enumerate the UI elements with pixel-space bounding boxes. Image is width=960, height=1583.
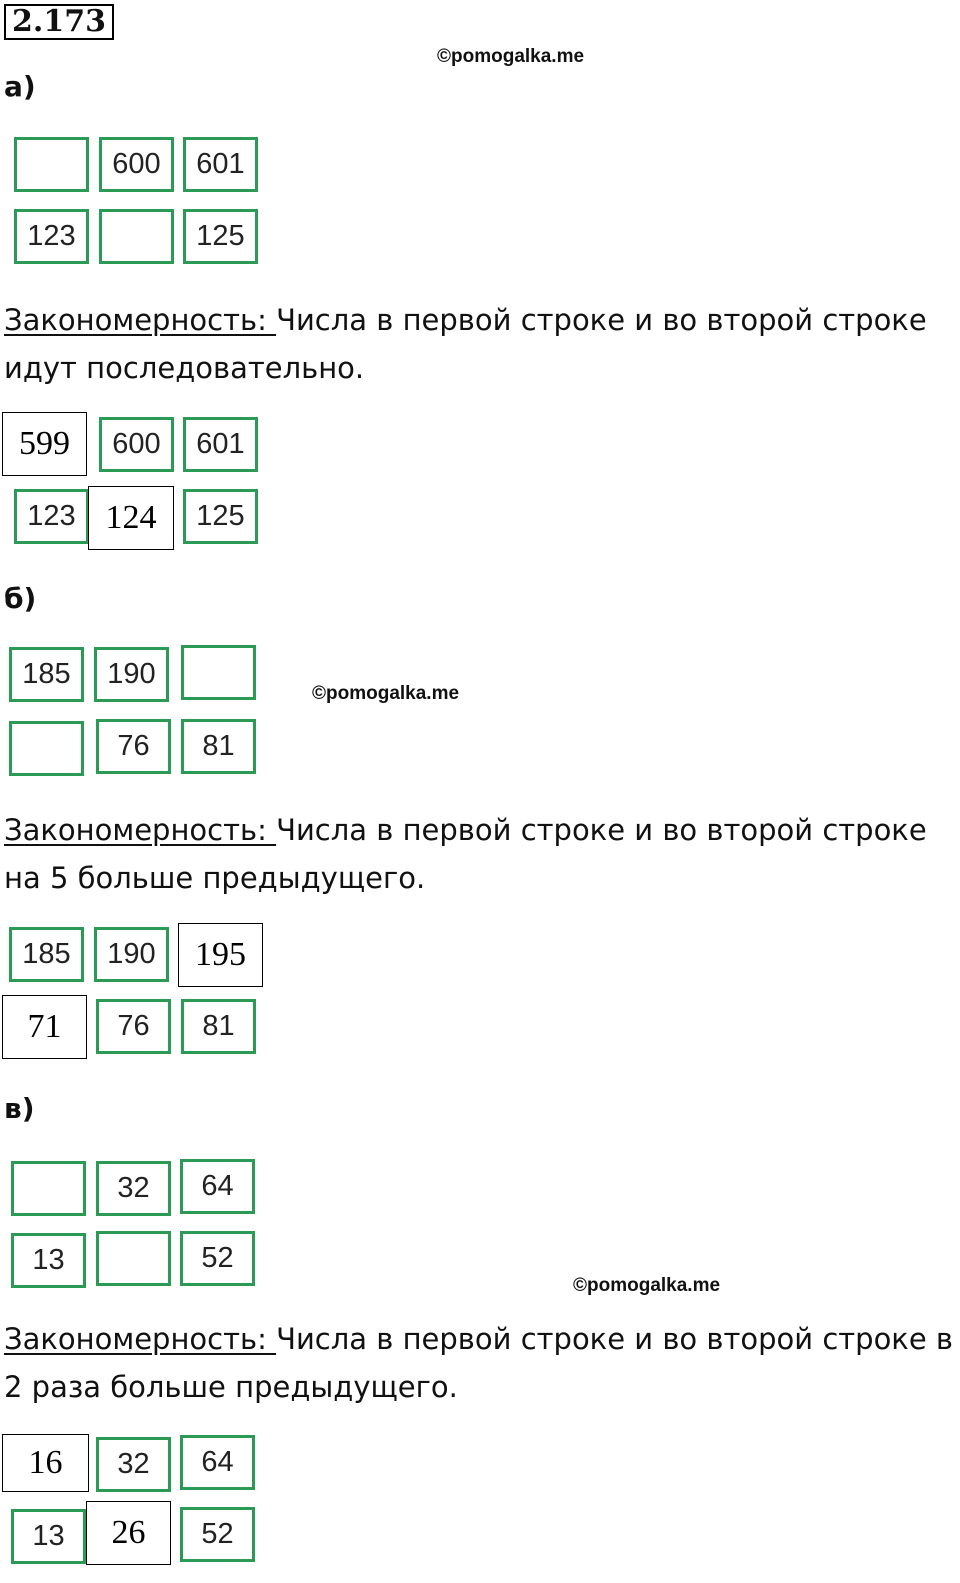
answer-c-r2c3: 52 bbox=[180, 1507, 255, 1562]
rule-a-label: Закономерность: bbox=[4, 303, 277, 337]
answer-c-r1c3: 64 bbox=[180, 1435, 255, 1490]
puzzle-a-r1c1 bbox=[14, 137, 89, 192]
answer-c-r1c2: 32 bbox=[96, 1437, 171, 1492]
puzzle-c-r2c3: 52 bbox=[180, 1231, 255, 1286]
answer-b-r1c3: 195 bbox=[178, 923, 263, 987]
watermark-c: ©pomogalka.me bbox=[573, 1275, 721, 1296]
puzzle-b-r2c3: 81 bbox=[181, 719, 256, 774]
puzzle-c-r1c3: 64 bbox=[180, 1159, 255, 1214]
rule-a-text: Числа в первой строке и во второй строке идут последовательно. bbox=[4, 303, 927, 385]
puzzle-c-r2c2 bbox=[96, 1231, 171, 1286]
answer-b-r2c3: 81 bbox=[181, 999, 256, 1054]
section-a-label: а) bbox=[4, 70, 36, 103]
puzzle-b-r2c1 bbox=[9, 721, 84, 776]
puzzle-b-r1c2: 190 bbox=[94, 647, 169, 702]
answer-a-r2c3: 125 bbox=[183, 489, 258, 544]
puzzle-c-r1c1 bbox=[11, 1161, 86, 1216]
puzzle-a-r2c3: 125 bbox=[183, 209, 258, 264]
puzzle-b-r1c3 bbox=[181, 645, 256, 700]
puzzle-a-r1c3: 601 bbox=[183, 137, 258, 192]
answer-a-r2c2: 124 bbox=[88, 486, 174, 550]
answer-b-r2c2: 76 bbox=[96, 999, 171, 1054]
rule-b bbox=[4, 806, 956, 902]
puzzle-a-r1c2: 600 bbox=[99, 137, 174, 192]
answer-a-r2c1: 123 bbox=[14, 489, 89, 544]
rule-b-label: Закономерность: bbox=[4, 813, 277, 847]
rule-b-text: Числа в первой строке и во второй строке на 5 больше предыдущего. bbox=[4, 813, 927, 895]
answer-b-r2c1: 71 bbox=[2, 995, 87, 1059]
answer-c-r2c2: 26 bbox=[86, 1501, 171, 1565]
answer-c-r2c1: 13 bbox=[11, 1509, 86, 1564]
puzzle-c-r2c1: 13 bbox=[11, 1233, 86, 1288]
watermark-b: ©pomogalka.me bbox=[312, 683, 460, 704]
section-b-label: б) bbox=[4, 582, 37, 615]
rule-a bbox=[4, 296, 956, 392]
section-c-label: в) bbox=[4, 1092, 35, 1125]
rule-c bbox=[4, 1315, 956, 1411]
answer-c-r1c1: 16 bbox=[2, 1434, 89, 1492]
puzzle-c-r1c2: 32 bbox=[96, 1161, 171, 1216]
puzzle-a-r2c2 bbox=[99, 209, 174, 264]
rule-c-text: Числа в первой строке и во второй строке в 2 раза больше предыдущего. bbox=[4, 1322, 953, 1404]
answer-b-r1c1: 185 bbox=[9, 927, 84, 982]
watermark: ©pomogalka.me bbox=[437, 46, 585, 67]
task-number: 2.173 bbox=[4, 4, 114, 40]
rule-c-label: Закономерность: bbox=[4, 1322, 277, 1356]
puzzle-a-r2c1: 123 bbox=[14, 209, 89, 264]
answer-a-r1c2: 600 bbox=[99, 417, 174, 472]
puzzle-b-r2c2: 76 bbox=[96, 719, 171, 774]
answer-b-r1c2: 190 bbox=[94, 927, 169, 982]
puzzle-b-r1c1: 185 bbox=[9, 647, 84, 702]
answer-a-r1c1: 599 bbox=[2, 412, 87, 476]
answer-a-r1c3: 601 bbox=[183, 417, 258, 472]
